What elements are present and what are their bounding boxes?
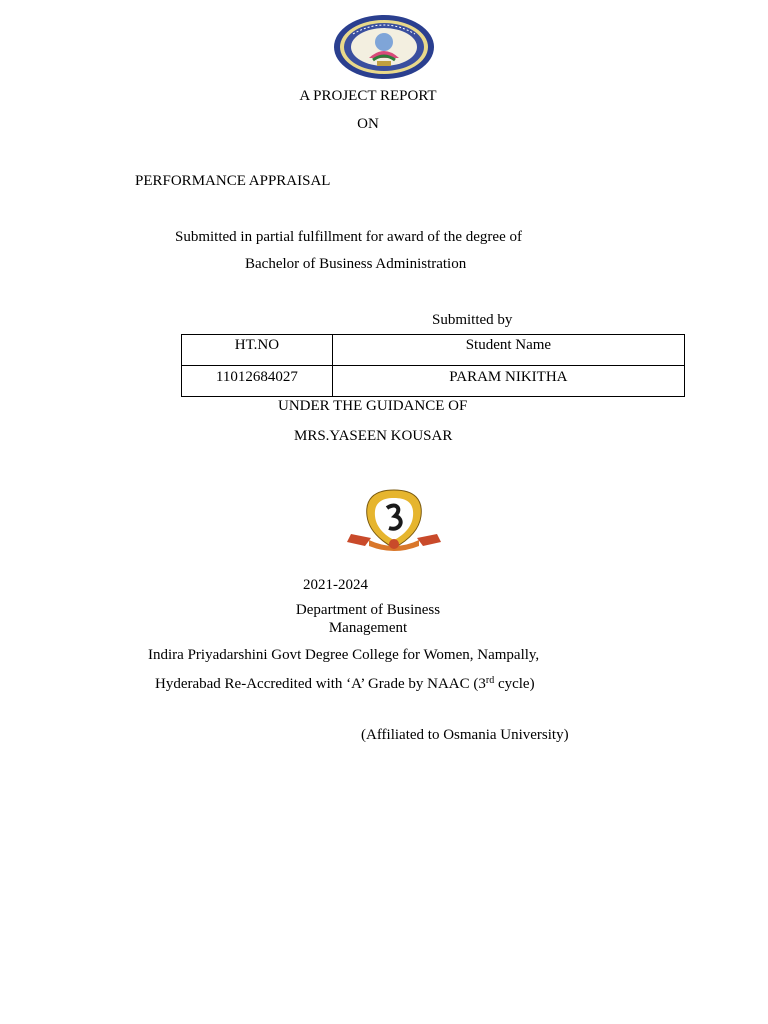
submission-statement: Submitted in partial fulfillment for award of the degree of (175, 229, 522, 245)
college-name: Indira Priyadarshini Govt Degree College for Women, Nampally, (148, 647, 540, 663)
college-logo (333, 14, 435, 80)
ht-number-cell: 11012684027 (182, 366, 333, 397)
university-logo (343, 486, 445, 554)
department-line-1: Department of Business (295, 602, 441, 618)
guide-name: MRS.YASEEN KOUSAR (294, 428, 453, 444)
affiliation-line: (Affiliated to Osmania University) (361, 727, 569, 743)
guidance-label: UNDER THE GUIDANCE OF (278, 398, 468, 414)
academic-years: 2021-2024 (303, 577, 368, 593)
column-header: Student Name (332, 335, 684, 366)
column-header: HT.NO (182, 335, 333, 366)
submitted-by-label: Submitted by (432, 312, 513, 328)
report-on: ON (357, 116, 379, 132)
table-row (182, 366, 685, 397)
accreditation-line: Hyderabad Re-Accredited with ‘A’ Grade by NAAC (3rd cycle) (155, 675, 535, 692)
department-line-2: Management (328, 620, 408, 636)
report-topic: PERFORMANCE APPRAISAL (135, 173, 331, 189)
student-name-cell: PARAM NIKITHA (332, 366, 684, 397)
table-header-row (182, 335, 685, 366)
degree-name: Bachelor of Business Administration (245, 256, 467, 272)
report-title: A PROJECT REPORT (299, 88, 437, 104)
student-table (181, 334, 685, 397)
